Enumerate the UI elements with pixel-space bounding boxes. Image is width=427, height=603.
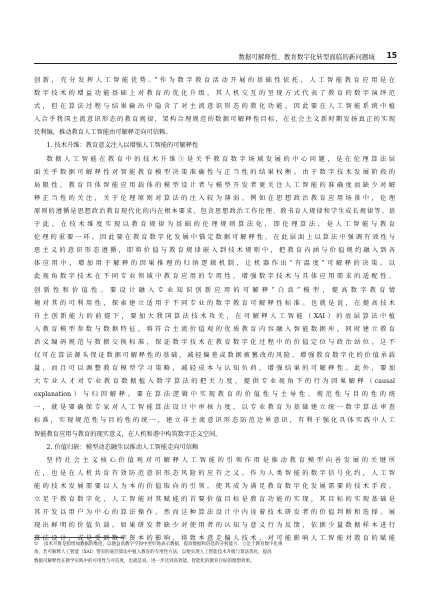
- text-line: explanation）与归因解释。要在算法逻辑中实现教育的价值性与主导性、规范性与目的性的统: [34, 391, 395, 399]
- footnote-line: [34, 541, 395, 549]
- paragraph-tech-upgrade: [34, 153, 395, 441]
- text-line: 境对其的可利用性，探索建立适用于不同专业的数字教育可解释性标准。也就是说，在提高技术: [34, 299, 395, 307]
- text-line: 思主义的意识形态遵循，即将价值与教育规律嵌入到技术规则中，把教育内涵与价值规约融入到各: [34, 247, 395, 255]
- text-line: 现出鲜明的价值负载。如果研发者缺少对使用者的认知与意义行为反馈，依据少量数据样本进行: [34, 522, 395, 530]
- text-line: 智能教育应用与教育的现实意义，在人机和谐中构筑数字正义空间。: [34, 430, 222, 438]
- text-line: 坚持社会主义核心价值观对可解释人工智能的引领作用是推动教育模型向善发展的关键所: [46, 456, 395, 464]
- text-line: 此视角数字技术在不同专业领域中教育应用的专用性，增强数字技术与具体应用需求的适配性、: [34, 273, 395, 281]
- text-line: 量，而且可以调整教育模型学习策略，减轻成本与认知负荷，增强结果的可解释性。此外，要加: [34, 365, 395, 373]
- text-line: 局限性，教育具体智能应用载体的模型设计者与模型开发者更关注人工智能的准确度而缺少对解: [34, 181, 395, 189]
- header-divider: [34, 63, 397, 64]
- text-line: 于此，在技术维度实现以教育规律为基础的伦理规则算法化，即伦理算法，是人工智能与教育: [34, 221, 395, 229]
- text-line: 算法设计，或是受到数字资本的影响，将致本意走偏人技术，对可能影响人工智能对教育的赋能: [34, 535, 395, 543]
- text-line: 语义编码规范与数据交换标准，保证数字技术在教育数字化过程中的价值定位与政治站位。这不: [34, 338, 395, 346]
- text-line: 数字技术的增益功能基础上对教育的优化升级，其人机交互的呈现方式代表了教育的数字演绎范: [34, 90, 395, 98]
- text-line: 立足于教育数字化，人工智能对其赋能的首要价值目标是教育功能的实现，其目标的实现基础是: [34, 496, 395, 503]
- text-line: 式，但在算法过程与结果输出中隐含了对主流意识形态的教化功能。因此要在人工智能系统中植: [34, 103, 395, 111]
- text-line: 释正当性的关注，关于伦理原则对算法的注入较为薄弱。例如在思想政治教育应用场景中，伦理: [34, 194, 395, 202]
- running-title: 数据可解释性、教育数字化转型面临的新问题域: [238, 54, 375, 61]
- article-body: [34, 74, 395, 545]
- text-line: 大专业人才对专业教育数据植入数字算法的把关力度，提供专业视角下的行为因果解释（causal: [34, 378, 395, 386]
- text-line: 创新，充分发挥人工智能优势。”作为数字教育活动开展的基础性依托，人工智能教育应用是在: [34, 77, 395, 84]
- text-line: 其开发以用户为中心的算法操作。然而这种算法设计中内诠着技术研发者的价值判断和选择，展: [34, 509, 395, 517]
- footnote-text: 技术升维是指增加数据的维度，以便益高数字空间中更好地表示数据，提高数据和信息的分析能力，立足于教育数字化视: [44, 542, 283, 547]
- section-heading-1: 1. 技术升维：教育意义注入以增强人工智能的可解释性: [46, 142, 199, 150]
- text-line: 伦理的重要一环。因此要在教育数字化发展中锚定数据可解释性，在此层面上以算法中强调有效性与: [34, 234, 395, 242]
- text-line: 面关乎数据可解释性对智能教育模型决策准确性与正当性的结果权衡。由于数字技术发展阶段的: [34, 168, 395, 176]
- text-line: 标准，实现规范性与目的性的统一，建立非主流意识形态防范边界意识，有利于强化具体实践中人工: [34, 417, 395, 425]
- text-line: 入合乎我国主流意识形态的教育规律，架构合理规范的数据可解释性目标，在社会主义新时期发扬真正的实现: [34, 116, 395, 124]
- text-line: 民利编，推动教育人工智能由可解释走向可信赖。: [34, 129, 172, 137]
- text-line: 入教育模型参数与数据特征，将符合主流价值观的优质教育内容融入智能数据库，同时建立教育: [34, 325, 395, 333]
- text-line: 能的技术发展需要以人为本的价值取向的引领，使其成为满足教育数字化发展需要的技术手段。: [34, 482, 395, 490]
- text-line: 一，就是要确保专家对人工智能算法设计中审核力度，以专业教育为基础建立统一数字算法审查: [34, 404, 395, 412]
- paragraph-intro: [34, 74, 395, 139]
- text-line: 仅可在算法源头保证数据可解释性的基础，减轻偏差或数据被篡改的风险，增强教育数字化的价值承载: [34, 351, 395, 359]
- footnote-mark: ①: [34, 542, 39, 547]
- footnote-divider: [34, 537, 124, 538]
- page-number: 15: [386, 51, 397, 60]
- footnote-line: 数据可解释性在教学实践中的可用性与可信度，也就是说，进一步达到高效能、智能化的教育目标的理想效果。: [34, 558, 255, 564]
- footnote-line: 角，若可解释人工智能（XAI）带有的底层算法中植入教育的专用性方法，以便实现人工智能技术升级与算法优化，提高: [34, 550, 272, 556]
- paragraph-value-embedding: [34, 454, 395, 546]
- text-line: 原则的遵循是思想政治教育现代化的内在根本要求，包含思想政治工作伦理、教书育人规律和学生成长规律等。基: [34, 207, 395, 215]
- section-heading-2: 2. 价值归嵌：模型动态融生以推动人工智能走向可信赖: [46, 443, 199, 451]
- text-line: 数据人工智能在教育中的技术升维①是关乎教育数字场域发展的中心问题，是在伦理算法层: [46, 155, 395, 163]
- text-line: 体应用中，增加用于解释的因果推理的归纳逻辑机制，让机器作出“有温度”可解释的决策。以: [34, 260, 395, 268]
- running-header: [34, 52, 397, 62]
- text-line: 自主创新能力的前提下，要加大我国算法技术攻关，在可解释人工智能（XAI）的底层算法中植: [34, 312, 395, 320]
- text-line: 创新性和价值性。要设计融入专业知识创新应用的可解释“白盒”模型，提高数字教育情: [34, 286, 395, 294]
- footnote: [34, 541, 395, 566]
- text-line: 在，也是在人机共育有效防范意识形态风险的应有之义。作为人类智能的数字信号化约，人工智: [34, 469, 395, 477]
